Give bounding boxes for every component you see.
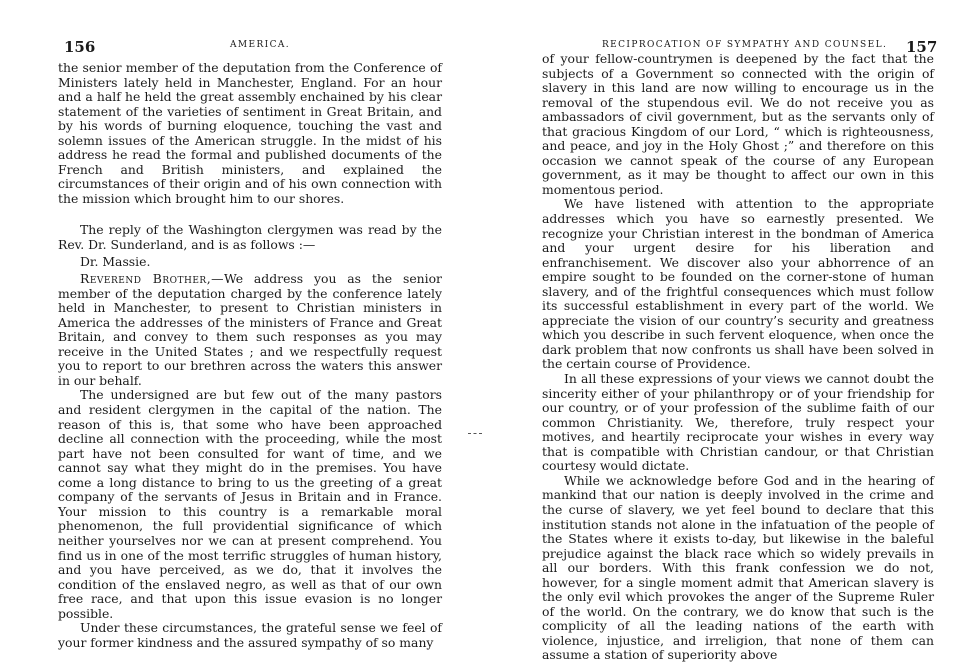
paragraph: We have listened with attention to the appropriate addresses which you have so earnestly presented. We recognize your Christian interest in the bondman of America and your urgent desire for his liberation and enfranchisement. We discover also your abhorrence of an empire sought to be founded on the corner-stone of human slavery, and of the frightful consequences which must follow its successful establishment in every part of the world. We appreciate the vision of our country’s security and greatness which you describe in such fervent eloquence, when once the dark problem that now confronts us shall have been solved in the certain course of Providence. xyxy=(542,196,934,372)
right-body-text xyxy=(542,52,934,663)
page-number: 156 xyxy=(64,38,96,56)
paragraph xyxy=(58,272,442,388)
addressee: Dr. Massie. xyxy=(80,253,151,269)
right-page xyxy=(490,0,980,668)
paragraph: The reply of the Washington clergymen was read by the Rev. Dr. Sunderland, and is as follows :— xyxy=(58,222,442,253)
paragraph: the senior member of the deputation from the Conference of Ministers lately held in Manchester, England. For an hour and a half he held the great assembly enchained by his clear statement of the varieties of sentiment in Great Britain, and by his words of burning eloquence, touching the vast and solemn issues of the American struggle. In the midst of his address he read the formal and published documents of the French and British ministers, and explained the circumstances of their origin and of his own connection with the mission which brought him to our shores. xyxy=(58,60,442,206)
running-head: RECIPROCATION OF SYMPATHY AND COUNSEL. xyxy=(602,40,888,50)
page-number: 157 xyxy=(906,38,938,56)
paragraph-text: We address you as the senior member of the deputation charged by the conference lately held in Manchester, to present to Christian ministers in America the addresses of the ministers of France and Great Britain, and convey to them such responses as you may receive in the United States ; and we respectfully request you to report to our brethren across the waters this answer in our behalf. xyxy=(58,271,442,388)
running-head: AMERICA. xyxy=(230,40,291,50)
paragraph: In all these expressions of your views we cannot doubt the sincerity either of your philanthropy or of your friendship for our country, or of your profession of the sublime faith of our common Christianity. We, therefore, truly respect your motives, and heartily reciprocate your wishes in every way that is compatible with Christian candour, or that Christian courtesy would dictate. xyxy=(542,371,934,474)
paragraph: While we acknowledge before God and in the hearing of mankind that our nation is deeply involved in the crime and the curse of slavery, we yet feel bound to declare that this institution stands not alone in the infatuation of the people of the States where it exists to-day, but likewise in the baleful prejudice against the black race which so widely prevails in all our borders. With this frank confession we do not, however, for a single moment admit that American slavery is the only evil which provokes the anger of the Supreme Ruler of the world. On the contrary, we do know that such is the complicity of all the leading nations of the earth with violence, injustice, and irreligion, that none of them can assume a station of superiority above xyxy=(542,472,934,663)
paragraph: Under these circumstances, the grateful sense we feel of your former kindness and the assured sympathy of so many xyxy=(58,620,442,650)
paragraph: of your fellow-countrymen is deepened by the fact that the subjects of a Government so connected with the origin of slavery in this land are now willing to encourage us in the removal of the stupendous evil. We do not receive you as ambassadors of civil government, but as the servants only of that gracious Kingdom of our Lord, “ which is righteousness, and peace, and joy in the Holy Ghost ;” and therefore on this occasion we cannot speak of the course of any European government, as it may be thought to affect our own in this momentous period. xyxy=(542,51,934,197)
paragraph: The undersigned are but few out of the many pastors and resident clergymen in the capital of the nation. The reason of this is, that some who have been approached decline all connection with the proceeding, while the most part have not been consulted for want of time, and we cannot say what they might do in the premises. You have come a long distance to bring to us the greeting of a great company of the servants of Jesus in Britain and in France. Your mission to this country is a remarkable moral phenomenon, the full providential significance of which neither yourselves nor we can at present comprehend. You find us in one of the most terrific struggles of human history, and you have perceived, as we do, that it involves the condition of the enslaved negro, as well as that of our own free race, and that upon this issue evasion is no longer possible. xyxy=(58,387,442,621)
left-body-text xyxy=(58,61,442,650)
salutation: Reverend Brother,— xyxy=(80,271,225,287)
gutter-mark xyxy=(468,433,482,436)
